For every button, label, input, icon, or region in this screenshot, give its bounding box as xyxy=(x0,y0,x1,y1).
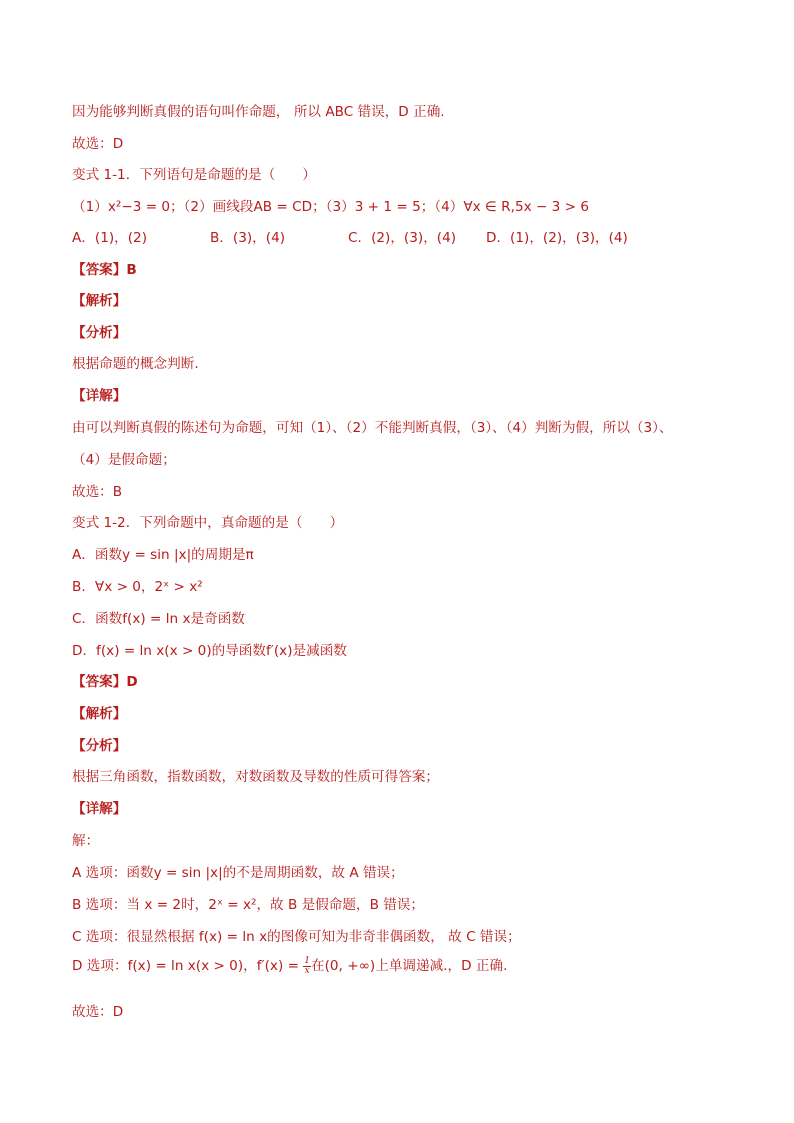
fenxi-heading: 【分析】 xyxy=(72,738,127,754)
question-statements: （1）x²−3 = 0；（2）画线段AB = CD；（3）3 + 1 = 5；（4）∀x ∈ R,5x − 3 > 6 xyxy=(72,199,589,215)
detail-text: B 选项：当 x = 2时，2ˣ = x²，故 B 是假命题，B 错误； xyxy=(72,897,425,913)
fenxi-heading: 【分析】 xyxy=(72,325,127,341)
option-d: D．f(x) = ln x(x > 0)的导函数f′(x)是减函数 xyxy=(72,643,347,659)
option-a: A．(1)，(2) xyxy=(72,230,147,246)
option-b: B．∀x > 0，2ˣ > x² xyxy=(72,579,203,595)
option-a: A．函数y = sin |x|的周期是π xyxy=(72,547,254,563)
answer-label: 【答案】D xyxy=(72,674,138,690)
answer-label: 【答案】B xyxy=(72,262,137,278)
option-c: C．(2)，(3)，(4) xyxy=(348,230,457,246)
solution-label: 解： xyxy=(72,833,100,849)
conclusion: 故选：D xyxy=(72,136,124,152)
detail-heading: 【详解】 xyxy=(72,388,127,404)
option-d: D．(1)，(2)，(3)，(4) xyxy=(486,230,628,246)
paragraph: 因为能够判断真假的语句叫作命题， 所以 ABC 错误，D 正确. xyxy=(72,104,445,120)
detail-text: （4）是假命题； xyxy=(72,452,176,468)
detail-text: C 选项：很显然根据 f(x) = ln x的图像可知为非奇非偶函数， 故 C 错误； xyxy=(72,929,521,945)
conclusion: 故选：D xyxy=(72,1004,124,1020)
analysis-heading: 【解析】 xyxy=(72,293,127,309)
detail-text: A 选项：函数y = sin |x|的不是周期函数，故 A 错误； xyxy=(72,865,404,881)
detail-text: 由可以判断真假的陈述句为命题，可知（1）、（2）不能判断真假，（3）、（4）判断为假，所以（3）、 xyxy=(72,420,673,436)
option-b: B．(3)，(4) xyxy=(210,230,286,246)
analysis-heading: 【解析】 xyxy=(72,706,127,722)
fenxi-text: 根据三角函数，指数函数，对数函数及导数的性质可得答案； xyxy=(72,769,440,785)
detail-heading: 【详解】 xyxy=(72,801,127,817)
question-stem: 变式 1-1．下列语句是命题的是（ ） xyxy=(72,167,317,183)
conclusion: 故选：B xyxy=(72,484,123,500)
option-c: C．函数f(x) = ln x是奇函数 xyxy=(72,611,245,627)
fenxi-text: 根据命题的概念判断. xyxy=(72,356,199,372)
detail-text: D 选项：f(x) = ln x(x > 0)，f′(x) = $\frac{1}{x}$ 在(0, +∞)上单调递减.，D 正确. xyxy=(72,955,508,976)
fraction: $\frac{1}{x}$ xyxy=(304,955,311,976)
question-stem: 变式 1-2．下列命题中，真命题的是（ ） xyxy=(72,515,344,531)
option-row xyxy=(72,228,628,248)
